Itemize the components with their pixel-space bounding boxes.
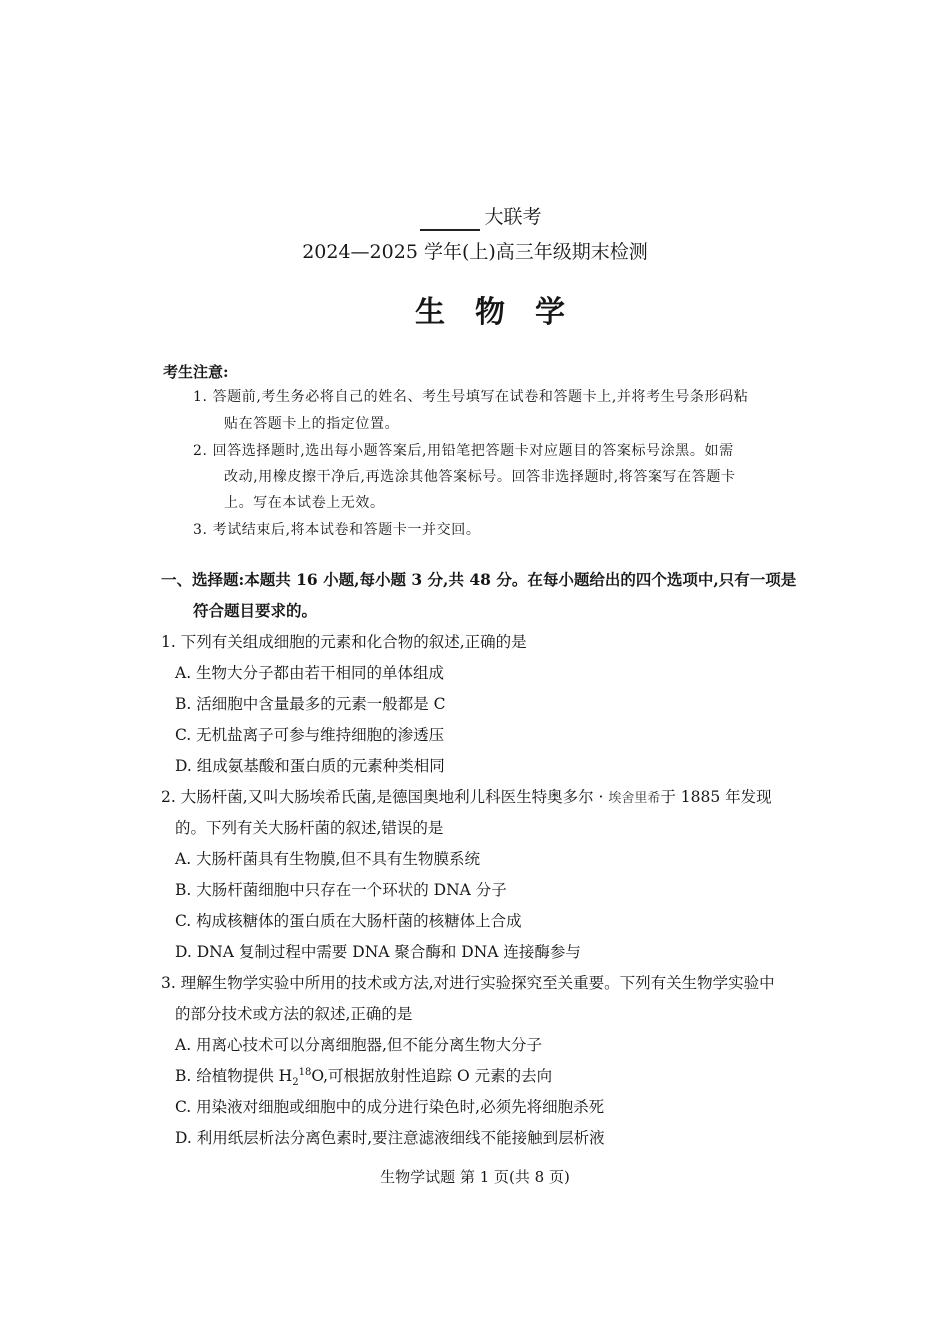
title-blank-line [420, 229, 480, 231]
question-2-stem-cont: 的。下列有关大肠杆菌的叙述,错误的是 [175, 819, 444, 837]
question-3-option-a: A. 用离心技术可以分离细胞器,但不能分离生物大分子 [175, 1036, 542, 1054]
superscript-18: 18 [298, 1066, 312, 1078]
exam-subtitle: 2024—2025 学年(上)高三年级期末检测 [302, 241, 648, 263]
option-b-text-post: O,可根据放射性追踪 O 元素的去向 [311, 1067, 553, 1085]
question-1-option-c: C. 无机盐离子可参与维持细胞的渗透压 [175, 726, 445, 744]
exam-title [0, 202, 950, 229]
notice-item-1-cont: 贴在答题卡上的指定位置。 [224, 416, 400, 432]
question-2-option-d: D. DNA 复制过程中需要 DNA 聚合酶和 DNA 连接酶参与 [175, 943, 581, 961]
question-1-option-b: B. 活细胞中含量最多的元素一般都是 C [175, 695, 446, 713]
question-1-stem: 1. 下列有关组成细胞的元素和化合物的叙述,正确的是 [161, 633, 527, 651]
page-footer: 生物学试题 第 1 页(共 8 页) [380, 1168, 570, 1186]
exam-brand: 大联考 [484, 206, 542, 228]
question-1-option-a: A. 生物大分子都由若干相同的单体组成 [175, 664, 445, 682]
question-3-stem: 3. 理解生物学实验中所用的技术或方法,对进行实验探究至关重要。下列有关生物学实验中 [161, 974, 775, 992]
question-3-stem-cont: 的部分技术或方法的叙述,正确的是 [175, 1005, 413, 1023]
subscript-2: 2 [292, 1077, 299, 1089]
notice-item-3: 3. 考试结束后,将本试卷和答题卡一并交回。 [193, 522, 481, 538]
question-2-option-a: A. 大肠杆菌具有生物膜,但不具有生物膜系统 [175, 850, 480, 868]
question-2-stem [161, 785, 772, 807]
question-3-option-c: C. 用染液对细胞或细胞中的成分进行染色时,必须先将细胞杀死 [175, 1098, 605, 1116]
section-heading: 一、选择题:本题共 16 小题,每小题 3 分,共 48 分。在每小题给出的四个选项中,只有一项是 [161, 570, 797, 589]
question-1-option-d: D. 组成氨基酸和蛋白质的元素种类相同 [175, 757, 445, 775]
question-2-stem-part1: 2. 大肠杆菌,又叫大肠埃希氏菌,是德国奥地利儿科医生特奥多尔 · [161, 788, 609, 806]
scientist-name: 埃舍里希 [608, 791, 661, 806]
notice-heading: 考生注意: [163, 363, 229, 381]
question-2-option-b: B. 大肠杆菌细胞中只存在一个环状的 DNA 分子 [175, 881, 507, 899]
question-3-option-d: D. 利用纸层析法分离色素时,要注意滤液细线不能接触到层析液 [175, 1129, 605, 1147]
notice-item-2: 2. 回答选择题时,选出每小题答案后,用铅笔把答题卡对应题目的答案标号涂黑。如需 [193, 443, 734, 459]
notice-item-2-cont: 改动,用橡皮擦干净后,再选涂其他答案标号。回答非选择题时,将答案写在答题卡 [224, 469, 736, 485]
question-2-option-c: C. 构成核糖体的蛋白质在大肠杆菌的核糖体上合成 [175, 912, 522, 930]
question-3-option-b [175, 1064, 552, 1088]
notice-item-2-cont2: 上。写在本试卷上无效。 [224, 495, 385, 511]
notice-item-1: 1. 答题前,考生务必将自己的姓名、考生号填写在试卷和答题卡上,并将考生号条形码粘 [193, 389, 749, 405]
section-heading-cont: 符合题目要求的。 [193, 601, 318, 620]
option-b-text-pre: B. 给植物提供 H [175, 1067, 293, 1085]
question-2-stem-part2: 于 1885 年发现 [660, 788, 772, 806]
subject-title: 生物学 [415, 295, 595, 330]
